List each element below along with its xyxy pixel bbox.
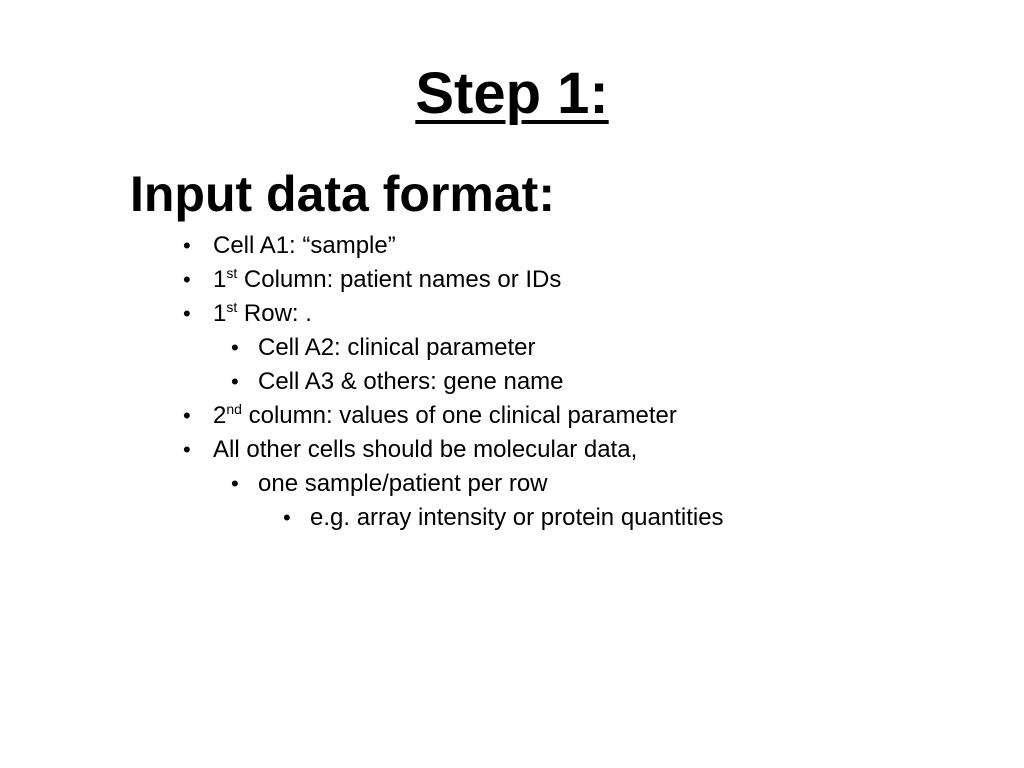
bullet-item [0,433,1024,467]
superscript: st [226,265,238,281]
sub-sub-bullet-item [0,501,1024,535]
bullet-text: Row: . [237,300,312,327]
bullet-icon: • [183,267,191,292]
bullet-icon: • [283,505,291,530]
bullet-list [0,229,1024,535]
bullet-text: one sample/patient per row [258,470,548,497]
bullet-icon: • [183,403,191,428]
bullet-icon: • [231,471,239,496]
bullet-icon: • [183,233,191,258]
bullet-icon: • [231,369,239,394]
sub-bullet-item [0,365,1024,399]
bullet-icon: • [231,335,239,360]
bullet-text: All other cells should be molecular data, [213,436,638,463]
superscript: st [226,299,238,315]
bullet-text: Cell A2: clinical parameter [258,334,536,361]
superscript: nd [226,401,242,417]
bullet-item [0,229,1024,263]
bullet-item [0,399,1024,433]
sub-bullet-item [0,331,1024,365]
bullet-icon: • [183,301,191,326]
bullet-item [0,297,1024,331]
bullet-text: Cell A3 & others: gene name [258,368,564,395]
slide-title: Step 1: [415,61,609,126]
sub-bullet-item [0,467,1024,501]
bullet-text: Cell A1: “sample” [213,232,396,259]
bullet-text: column: values of one clinical parameter [241,402,677,429]
bullet-text: 1 [213,266,227,293]
bullet-item [0,263,1024,297]
bullet-text: e.g. array intensity or protein quantities [310,504,724,531]
bullet-text: 2 [213,402,227,429]
bullet-icon: • [183,437,191,462]
section-heading: Input data format: [130,166,555,222]
bullet-text: 1 [213,300,227,327]
bullet-text: Column: patient names or IDs [237,266,562,293]
